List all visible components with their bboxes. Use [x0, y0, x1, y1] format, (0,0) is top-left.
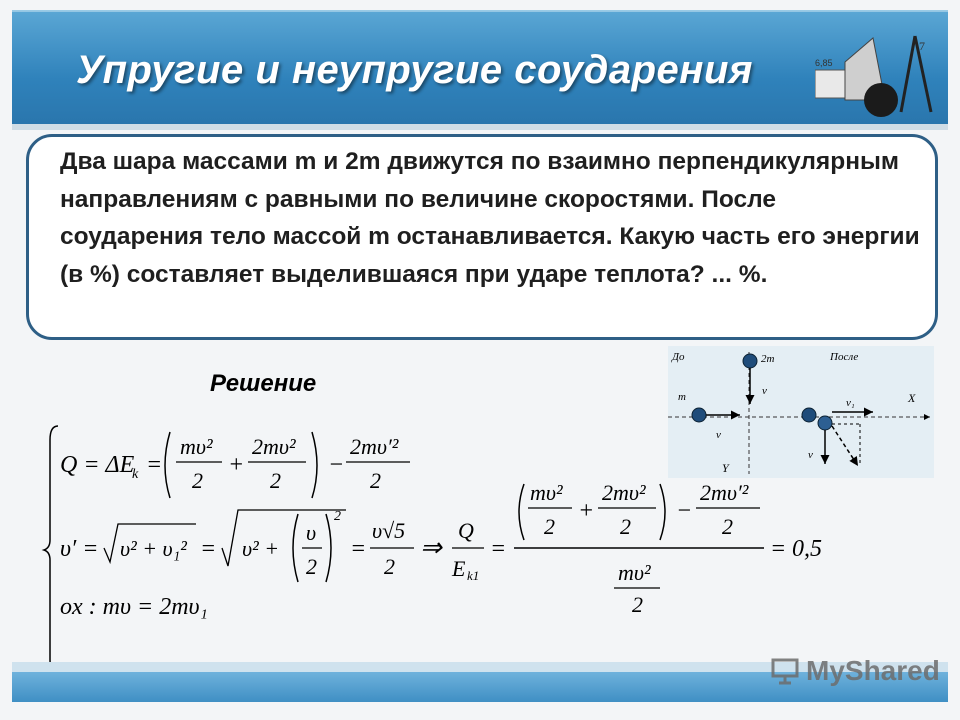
- svg-text:=: =: [350, 536, 367, 562]
- watermark: [770, 654, 940, 688]
- svg-text:E: E: [452, 556, 466, 581]
- diagram-velocity-after: v₁: [846, 397, 855, 409]
- svg-text:υ√5: υ√5: [372, 518, 406, 543]
- svg-text:2mυ′²: 2mυ′²: [350, 434, 399, 459]
- svg-text:υ: υ: [306, 520, 317, 545]
- svg-text:+: +: [228, 452, 245, 478]
- svg-text:mυ²: mυ²: [180, 434, 213, 459]
- diagram-mass-m: m: [678, 391, 686, 403]
- svg-text:Q = ΔE: Q = ΔE: [60, 452, 135, 478]
- svg-text:2mυ²: 2mυ²: [602, 480, 646, 505]
- diagram-axis-x: X: [908, 391, 916, 405]
- svg-text:2: 2: [722, 514, 733, 539]
- svg-text:2: 2: [306, 554, 317, 579]
- diagram-velocity-m: v: [716, 429, 721, 441]
- watermark-text: MyShared: [806, 655, 940, 686]
- problem-statement: Два шара массами m и 2m движутся по взаимно перпендикулярным направлениям с равными по величине скоростями. После соударения тело массой m останавливается. Какую часть его энергии (в %) составляет выделившаяся при ударе теплота? ... %.: [60, 148, 920, 288]
- diagram-velocity-2m: v: [762, 385, 767, 397]
- svg-text:υ′ =: υ′ =: [60, 536, 99, 562]
- svg-text:−: −: [328, 452, 345, 478]
- svg-text:mυ²: mυ²: [530, 480, 563, 505]
- diagram-axis-y: Y: [722, 461, 729, 475]
- svg-text:=: =: [770, 536, 787, 562]
- svg-text:υ² +: υ² +: [242, 536, 280, 561]
- svg-text:7: 7: [919, 39, 925, 53]
- svg-text:2: 2: [620, 514, 631, 539]
- svg-text:Q: Q: [458, 518, 474, 543]
- svg-text:=: =: [490, 536, 507, 562]
- svg-text:2: 2: [270, 468, 281, 493]
- svg-text:mυ²: mυ²: [618, 560, 651, 585]
- diagram-before-label: До: [672, 351, 685, 363]
- svg-text:2: 2: [632, 592, 643, 617]
- svg-text:=: =: [200, 536, 217, 562]
- svg-text:υ² + υ₁²: υ² + υ₁²: [120, 536, 187, 561]
- equation-result: 0,5: [792, 536, 822, 562]
- svg-text:2mυ²: 2mυ²: [252, 434, 296, 459]
- svg-text:2: 2: [370, 468, 381, 493]
- svg-text:+: +: [578, 498, 595, 524]
- diagram-mass-2m: 2m: [761, 353, 775, 365]
- svg-text:2mυ′²: 2mυ′²: [700, 480, 749, 505]
- svg-text:6,85: 6,85: [815, 58, 833, 68]
- svg-text:k1: k1: [467, 568, 480, 583]
- svg-text:−: −: [676, 498, 693, 524]
- solution-heading: Решение: [210, 370, 317, 397]
- svg-text:2: 2: [384, 554, 395, 579]
- svg-text:⇒: ⇒: [420, 533, 442, 562]
- svg-text:2: 2: [544, 514, 555, 539]
- svg-text:ox : mυ = 2mυ₁: ox : mυ = 2mυ₁: [60, 594, 208, 620]
- diagram-after-label: После: [830, 351, 859, 363]
- svg-text:2: 2: [334, 509, 341, 524]
- presentation-icon: [770, 656, 800, 686]
- svg-text:=: =: [146, 452, 163, 478]
- slide-title: Упругие и неупругие соударения: [76, 48, 753, 92]
- svg-text:k: k: [132, 467, 139, 482]
- diagram-velocity-after-v: v: [808, 449, 813, 461]
- svg-text:2: 2: [192, 468, 203, 493]
